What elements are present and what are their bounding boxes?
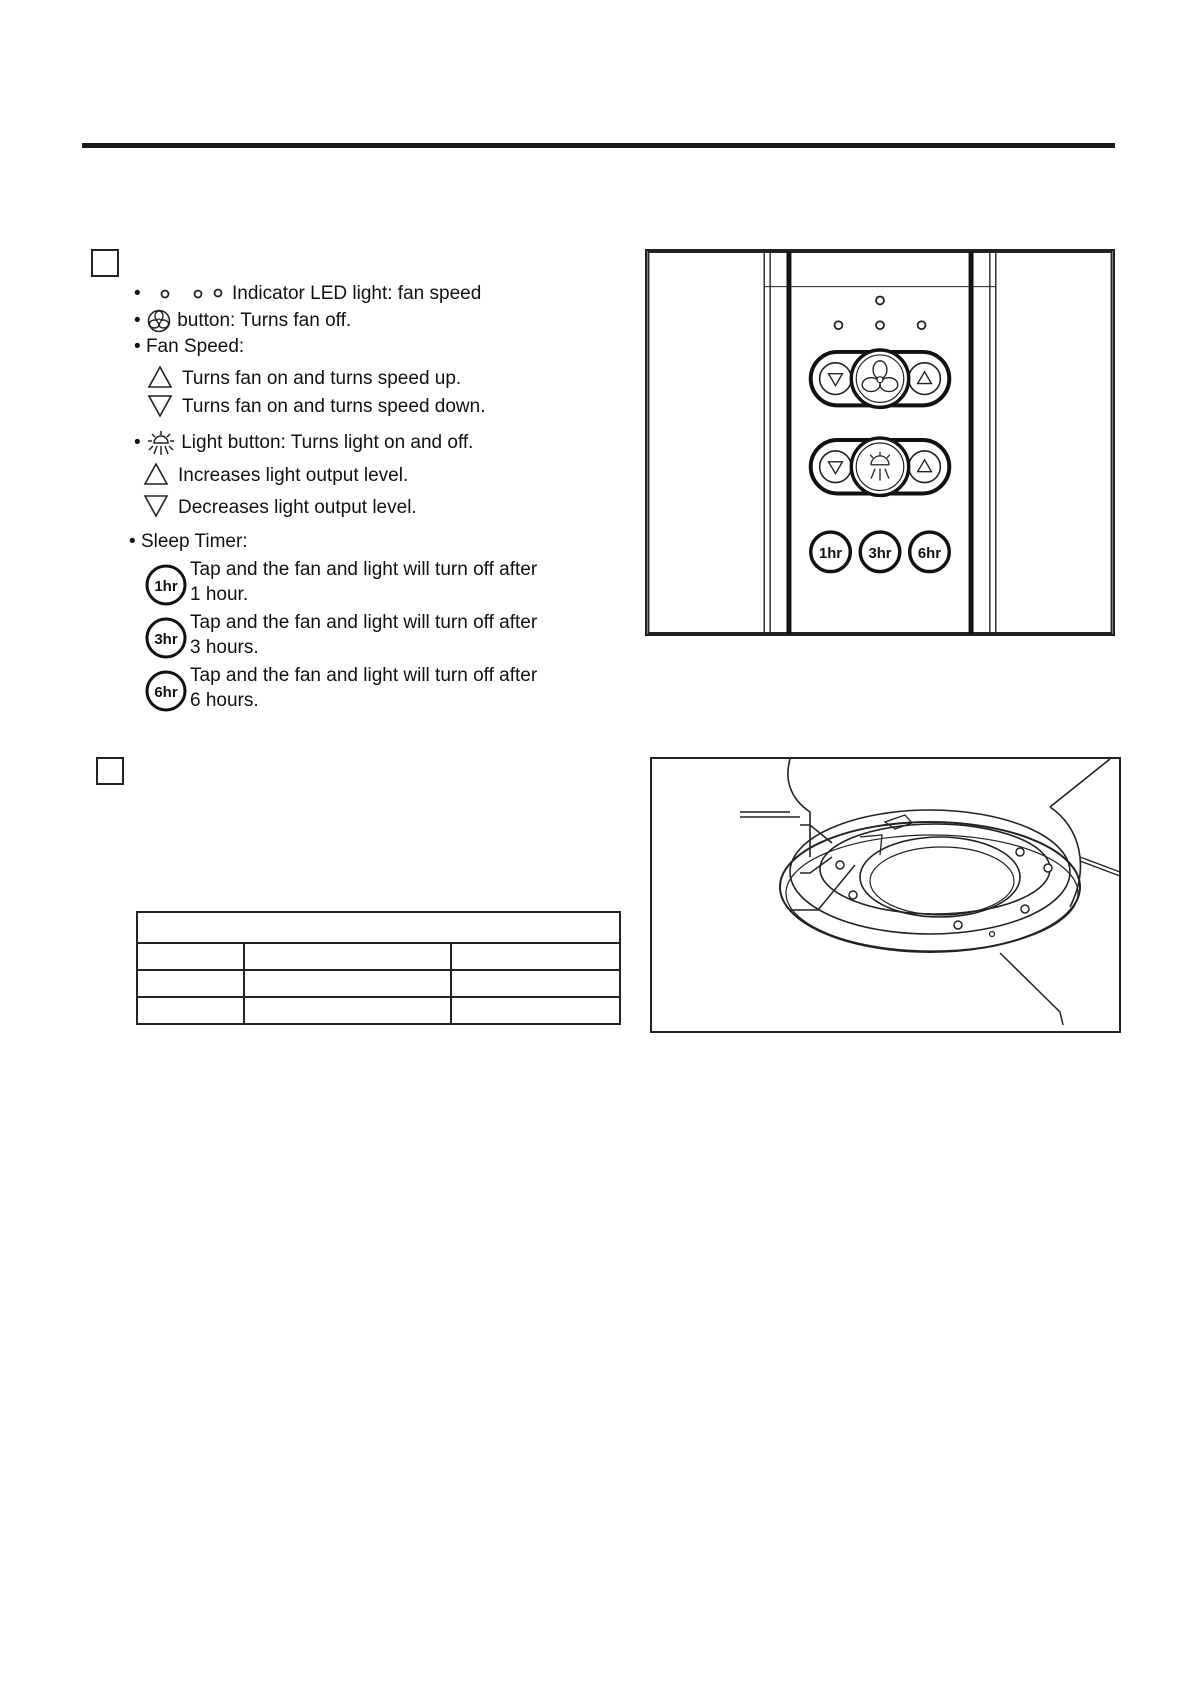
table-header-cell	[137, 912, 620, 943]
sleep-timer-label: Sleep Timer:	[140, 531, 248, 552]
table-row	[137, 943, 620, 970]
arrow-down-icon	[143, 494, 169, 518]
timer-line-1: Tap and the fan and light will turn off after	[190, 559, 538, 580]
table-cell	[451, 943, 620, 970]
speed-down-text: Turns fan on and turns speed down.	[182, 396, 486, 417]
spec-table	[136, 911, 621, 1025]
light-control	[811, 438, 950, 495]
arrow-up-icon	[147, 365, 173, 389]
table-row	[137, 997, 620, 1024]
table-cell	[451, 970, 620, 997]
housing-illustration	[650, 757, 1121, 1033]
table-cell	[451, 997, 620, 1024]
remote-illustration	[645, 249, 1115, 636]
arrow-up-icon	[143, 462, 169, 486]
timer-button-label: 3hr	[868, 545, 892, 562]
led-dot-icon	[146, 286, 218, 302]
table-cell	[137, 997, 244, 1024]
timer-icon	[145, 670, 187, 712]
table-row	[137, 970, 620, 997]
timer-icon-label: 6hr	[154, 684, 178, 701]
bullet-fan-off: • button: Turns fan off.	[134, 310, 352, 332]
led-dot-icon	[211, 285, 225, 301]
timer-line-2: 3 hours.	[190, 637, 259, 658]
step-2-box	[96, 757, 124, 785]
timer-line-1: Tap and the fan and light will turn off after	[190, 612, 538, 633]
timer-line-2: 6 hours.	[190, 690, 259, 711]
timer-icon	[145, 617, 187, 659]
speed-up-text: Turns fan on and turns speed up.	[182, 368, 462, 389]
table-header-row	[137, 912, 620, 943]
step-1-box	[91, 249, 119, 277]
bullet-light-text: Light button: Turns light on and off.	[181, 432, 474, 454]
header-rule	[82, 143, 1115, 148]
fan-control	[811, 350, 950, 407]
table-cell	[137, 943, 244, 970]
bullet-sleep-timer: • Sleep Timer:	[129, 531, 248, 552]
bullet-fan-speed: • Fan Speed:	[134, 336, 245, 357]
timer-button-label: 6hr	[917, 545, 942, 562]
timer-icon-label: 3hr	[154, 631, 178, 648]
bullet-led-text: Indicator LED light: fan speed	[232, 283, 482, 304]
fan-icon	[146, 309, 172, 333]
table-cell	[137, 970, 244, 997]
timer-line-1: Tap and the fan and light will turn off after	[190, 665, 538, 686]
light-icon	[146, 429, 176, 457]
light-up-text: Increases light output level.	[178, 465, 409, 486]
timer-icon-label: 1hr	[154, 578, 178, 595]
arrow-down-icon	[147, 394, 173, 418]
table-cell	[244, 997, 451, 1024]
table-cell	[244, 943, 451, 970]
timer-button-label: 1hr	[818, 545, 843, 562]
timer-line-2: 1 hour.	[190, 584, 249, 605]
bullet-light: • Light button: Turns light on and off.	[134, 429, 473, 457]
table-cell	[244, 970, 451, 997]
timer-buttons	[811, 532, 950, 572]
bullet-led: •	[134, 283, 218, 305]
timer-icon	[145, 564, 187, 606]
light-down-text: Decreases light output level.	[178, 497, 417, 518]
bullet-fan-off-text: button: Turns fan off.	[177, 310, 352, 332]
fan-speed-label: Fan Speed:	[145, 336, 245, 357]
